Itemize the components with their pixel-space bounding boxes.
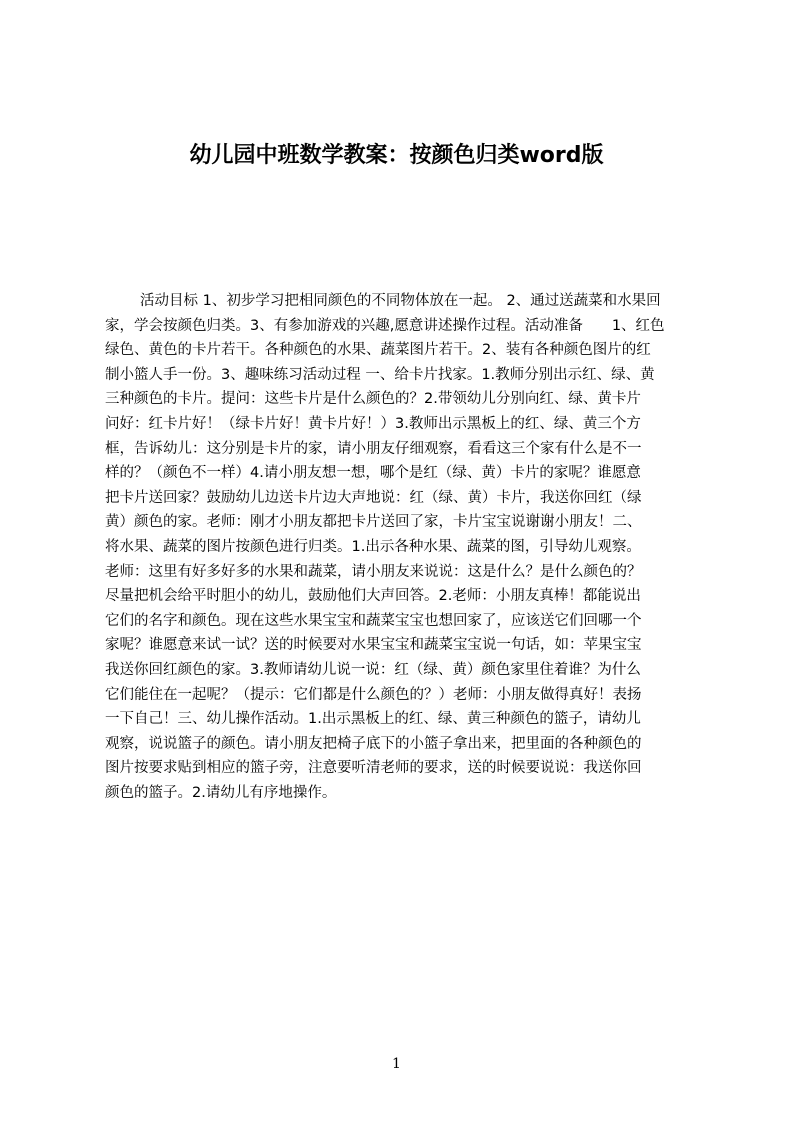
body-line: 老师：这里有好多好多的水果和蔬菜，请小朋友来说说：这是什么？是什么颜色的？: [105, 563, 642, 580]
body-line: 一下自己！三、幼儿操作活动。1.出示黑板上的红、绿、黄三种颜色的篮子，请幼儿: [105, 711, 641, 728]
body-line: 制小篮人手一份。3、趣味练习活动过程 一、给卡片找家。1.教师分别出示红、绿、黄: [105, 366, 655, 383]
body-line: 问好：红卡片好！（绿卡片好！黄卡片好！）3.教师出示黑板上的红、绿、黄三个方: [105, 415, 641, 432]
body-line: 颜色的篮子。2.请幼儿有序地操作。: [105, 784, 337, 801]
body-line: 家，学会按颜色归类。3、有参加游戏的兴趣,愿意讲述操作过程。活动准备 1、红色: [105, 317, 665, 334]
body-line: 将水果、蔬菜的图片按颜色进行归类。1.出示各种水果、蔬菜的图，引导幼儿观察。: [105, 538, 641, 555]
page-number: 1: [392, 1056, 401, 1072]
body-line: 三种颜色的卡片。提问：这些卡片是什么颜色的？2.带领幼儿分别向红、绿、黄卡片: [105, 391, 641, 408]
body-line: 绿色、黄色的卡片若干。各种颜色的水果、蔬菜图片若干。2、装有各种颜色图片的红: [105, 342, 651, 359]
document-body: [105, 289, 698, 849]
body-line: 观察，说说篮子的颜色。请小朋友把椅子底下的小篮子拿出来，把里面的各种颜色的: [105, 735, 642, 752]
body-line: 它们能住在一起呢？（提示：它们都是什么颜色的？）老师：小朋友做得真好！表扬: [105, 686, 642, 703]
body-line: 黄）颜色的家。老师：刚才小朋友都把卡片送回了家，卡片宝宝说谢谢小朋友！二、: [105, 514, 642, 531]
body-line: 把卡片送回家？鼓励幼儿边送卡片边大声地说：红（绿、黄）卡片，我送你回红（绿: [105, 489, 642, 506]
document-title: 幼儿园中班数学教案：按颜色归类word版: [189, 143, 604, 168]
body-line: 图片按要求贴到相应的篮子旁，注意要听清老师的要求，送的时候要说说：我送你回: [105, 760, 642, 777]
body-line: 家呢？谁愿意来试一试？送的时候要对水果宝宝和蔬菜宝宝说一句话，如：苹果宝宝: [105, 637, 642, 654]
body-line: 它们的名字和颜色。现在这些水果宝宝和蔬菜宝宝也想回家了，应该送它们回哪一个: [105, 612, 642, 629]
body-line: 框，告诉幼儿：这分别是卡片的家，请小朋友仔细观察，看看这三个家有什么是不一: [105, 440, 642, 457]
body-line: 样的？（颜色不一样）4.请小朋友想一想，哪个是红（绿、黄）卡片的家呢？谁愿意: [105, 465, 641, 482]
body-line: 活动目标 1、初步学习把相同颜色的不同物体放在一起。 2、通过送蔬菜和水果回: [140, 293, 661, 309]
body-line: 尽量把机会给平时胆小的幼儿，鼓励他们大声回答。2.老师：小朋友真棒！都能说出: [105, 588, 641, 605]
body-line: 我送你回红颜色的家。3.教师请幼儿说一说：红（绿、黄）颜色家里住着谁？为什么: [105, 661, 641, 678]
